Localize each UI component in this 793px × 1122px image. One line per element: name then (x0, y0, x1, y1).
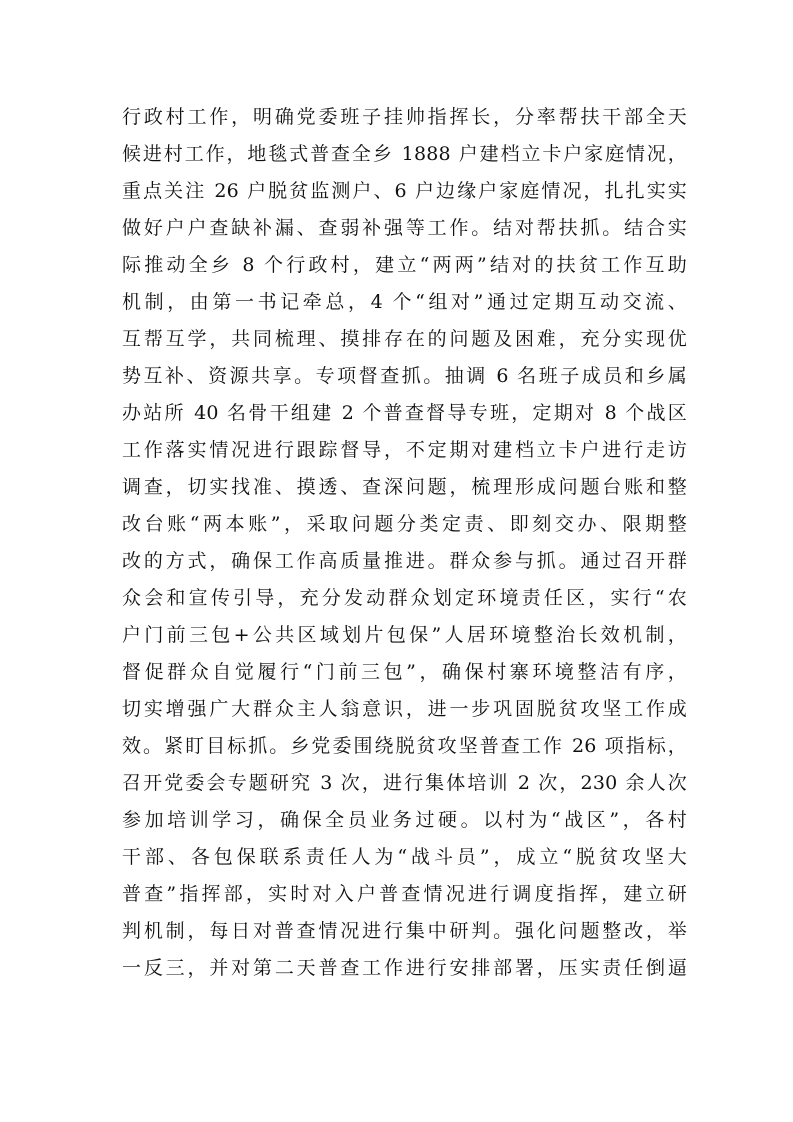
text-line: 行政村工作，明确党委班子挂帅指挥长，分率帮扶干部全天 (122, 106, 687, 128)
text-line: 候进村工作，地毯式普查全乡 1888 户建档立卡户家庭情况， (122, 143, 687, 165)
text-line: 效。紧盯目标抓。乡党委围绕脱贫攻坚普查工作 26 项指标， (122, 735, 687, 757)
text-line: 改台账“两本账”，采取问题分类定责、即刻交办、限期整 (122, 513, 687, 535)
text-line: 机制，由第一书记牵总，4 个“组对”通过定期互动交流、 (122, 291, 687, 313)
text-line: 势互补、资源共享。专项督查抓。抽调 6 名班子成员和乡属 (122, 365, 687, 387)
text-line: 督促群众自觉履行“门前三包”，确保村寨环境整洁有序， (122, 661, 687, 683)
text-line: 重点关注 26 户脱贫监测户、6 户边缘户家庭情况，扎扎实实 (122, 180, 687, 202)
body-text (122, 99, 687, 987)
text-line: 参加培训学习，确保全员业务过硬。以村为“战区”，各村 (122, 809, 687, 831)
text-line: 众会和宣传引导，充分发动群众划定环境责任区，实行“农 (122, 587, 687, 609)
text-line: 一反三，并对第二天普查工作进行安排部署，压实责任倒逼 (122, 957, 687, 979)
text-line: 切实增强广大群众主人翁意识，进一步巩固脱贫攻坚工作成 (122, 698, 687, 720)
text-line: 调查，切实找准、摸透、查深问题，梳理形成问题台账和整 (122, 476, 687, 498)
text-line: 召开党委会专题研究 3 次，进行集体培训 2 次，230 余人次 (122, 772, 687, 794)
text-line: 判机制，每日对普查情况进行集中研判。强化问题整改，举 (122, 920, 687, 942)
text-line: 际推动全乡 8 个行政村，建立“两两”结对的扶贫工作互助 (122, 254, 687, 276)
text-line: 户门前三包+公共区域划片包保”人居环境整治长效机制， (122, 624, 687, 646)
text-line: 做好户户查缺补漏、查弱补强等工作。结对帮扶抓。结合实 (122, 217, 687, 239)
text-line: 办站所 40 名骨干组建 2 个普查督导专班，定期对 8 个战区 (122, 402, 687, 424)
text-line: 改的方式，确保工作高质量推进。群众参与抓。通过召开群 (122, 550, 687, 572)
text-line: 工作落实情况进行跟踪督导，不定期对建档立卡户进行走访 (122, 439, 687, 461)
text-line: 普查”指挥部，实时对入户普查情况进行调度指挥，建立研 (122, 883, 687, 905)
text-line: 干部、各包保联系责任人为“战斗员”，成立“脱贫攻坚大 (122, 846, 687, 868)
text-line: 互帮互学，共同梳理、摸排存在的问题及困难，充分实现优 (122, 328, 687, 350)
